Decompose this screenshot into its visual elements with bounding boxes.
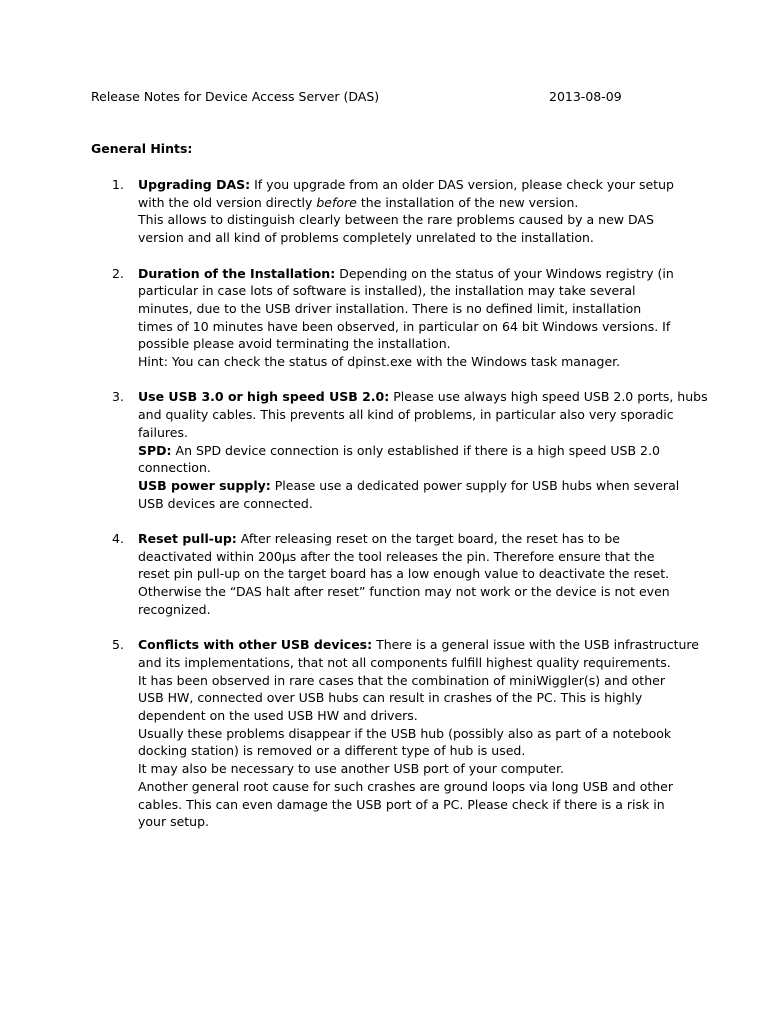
hint-line [138,318,683,336]
hint-line [138,176,683,194]
document-title: Release Notes for Device Access Server (DAS) [91,89,380,104]
hint-body [138,636,699,831]
hint-text: Another general root cause for such crashes are ground loops via long USB and other [138,778,673,794]
hint-text: It has been observed in rare cases that the combination of miniWiggler(s) and other [138,672,665,688]
hint-text: times of 10 minutes have been observed, in particular on 64 bit Windows versions. If [138,318,671,334]
hint-heading: Reset pull-up: [138,531,237,547]
hint-text: with the old version directly [138,194,317,210]
emphasis-text: before [316,194,357,210]
hint-line [138,707,683,725]
hint-heading: Duration of the Installation: [138,265,336,281]
hint-body [138,176,683,247]
hint-line [138,406,683,424]
hint-line [138,530,683,548]
hint-text: the installation of the new version. [356,194,579,210]
hint-body [138,388,708,512]
hint-text: your setup. [138,814,210,830]
hint-item [0,636,768,831]
hint-number: 5. [112,637,124,653]
hint-line [138,760,683,778]
hint-heading: USB power supply: [138,477,271,493]
hint-text: It may also be necessary to use another USB port of your computer. [138,761,564,777]
hint-text: Please use a dedicated power supply for USB hubs when several [270,477,680,493]
hint-line [138,265,683,283]
hint-line [138,796,683,814]
hint-text: recognized. [138,601,211,617]
hint-item [0,388,768,512]
hint-number: 3. [112,389,124,405]
hint-line [138,477,683,495]
hint-line [138,636,699,654]
hint-line [138,300,683,318]
hint-text: cables. This can even damage the USB port of a PC. Please check if there is a risk in [138,796,665,812]
hint-number: 1. [112,177,124,192]
hint-text: There is a general issue with the USB infrastructure [372,637,699,653]
hint-item [0,530,768,619]
hint-line [138,424,683,442]
section-heading: General Hints: [91,141,193,156]
hint-line [138,813,683,831]
hint-text: Hint: You can check the status of dpinst.exe with the Windows task manager. [138,354,621,370]
hint-text: After releasing reset on the target board, the reset has to be [236,531,620,547]
hint-line [138,601,683,619]
hint-line [138,778,683,796]
hint-line [138,565,683,583]
hint-line [138,282,683,300]
hint-line [138,459,683,477]
hint-text: and its implementations, that not all components fulfill highest quality requirements. [138,654,671,670]
hint-text: Otherwise the “DAS halt after reset” function may not work or the device is not even [138,584,670,600]
hint-list [0,176,768,849]
hint-heading: Conflicts with other USB devices: [138,637,373,653]
hint-line [138,495,683,513]
hint-text: version and all kind of problems completely unrelated to the installation. [138,230,594,246]
hint-line [138,742,683,760]
hint-line [138,672,683,690]
hint-number: 2. [112,265,124,281]
hint-line [138,725,683,743]
hint-heading: Use USB 3.0 or high speed USB 2.0: [138,389,390,405]
hint-line [138,548,683,566]
hint-text: connection. [138,460,211,476]
hint-line [138,211,683,229]
hint-text: USB devices are connected. [138,495,313,511]
hint-line [138,583,683,601]
hint-text: If you upgrade from an older DAS version, please check your setup [250,177,674,192]
hint-item [0,176,768,247]
hint-line [138,388,708,406]
hint-line [138,654,683,672]
hint-line [138,229,683,247]
hint-text: dependent on the used USB HW and drivers. [138,708,418,724]
hint-item [0,265,768,371]
hint-text: minutes, due to the USB driver installation. There is no defined limit, installation [138,300,642,316]
hint-number: 4. [112,531,124,547]
hint-line [138,442,683,460]
hint-text: Please use always high speed USB 2.0 ports, hubs [389,389,708,405]
hint-text: reset pin pull-up on the target board has a low enough value to deactivate the reset. [138,566,670,582]
document-date: 2013-08-09 [549,89,622,104]
hint-text: deactivated within 200µs after the tool releases the pin. Therefore ensure that the [138,548,655,564]
hint-text: particular in case lots of software is installed), the installation may take several [138,283,636,299]
hint-text: USB HW, connected over USB hubs can result in crashes of the PC. This is highly [138,690,643,706]
hint-text: Depending on the status of your Windows registry (in [335,265,674,281]
hint-heading: Upgrading DAS: [138,177,251,192]
hint-line [138,194,683,212]
hint-heading: SPD: [138,442,172,458]
hint-text: and quality cables. This prevents all kind of problems, in particular also very sporadic [138,407,674,423]
hint-body [138,265,683,371]
hint-body [138,530,683,619]
hint-text: docking station) is removed or a different type of hub is used. [138,743,526,759]
hint-text: failures. [138,424,188,440]
hint-text: An SPD device connection is only established if there is a high speed USB 2.0 [171,442,660,458]
hint-text: This allows to distinguish clearly between the rare problems caused by a new DAS [138,212,654,228]
hint-text: possible please avoid terminating the installation. [138,336,451,352]
hint-line [138,353,683,371]
hint-text: Usually these problems disappear if the USB hub (possibly also as part of a notebook [138,725,672,741]
hint-line [138,689,683,707]
hint-line [138,335,683,353]
